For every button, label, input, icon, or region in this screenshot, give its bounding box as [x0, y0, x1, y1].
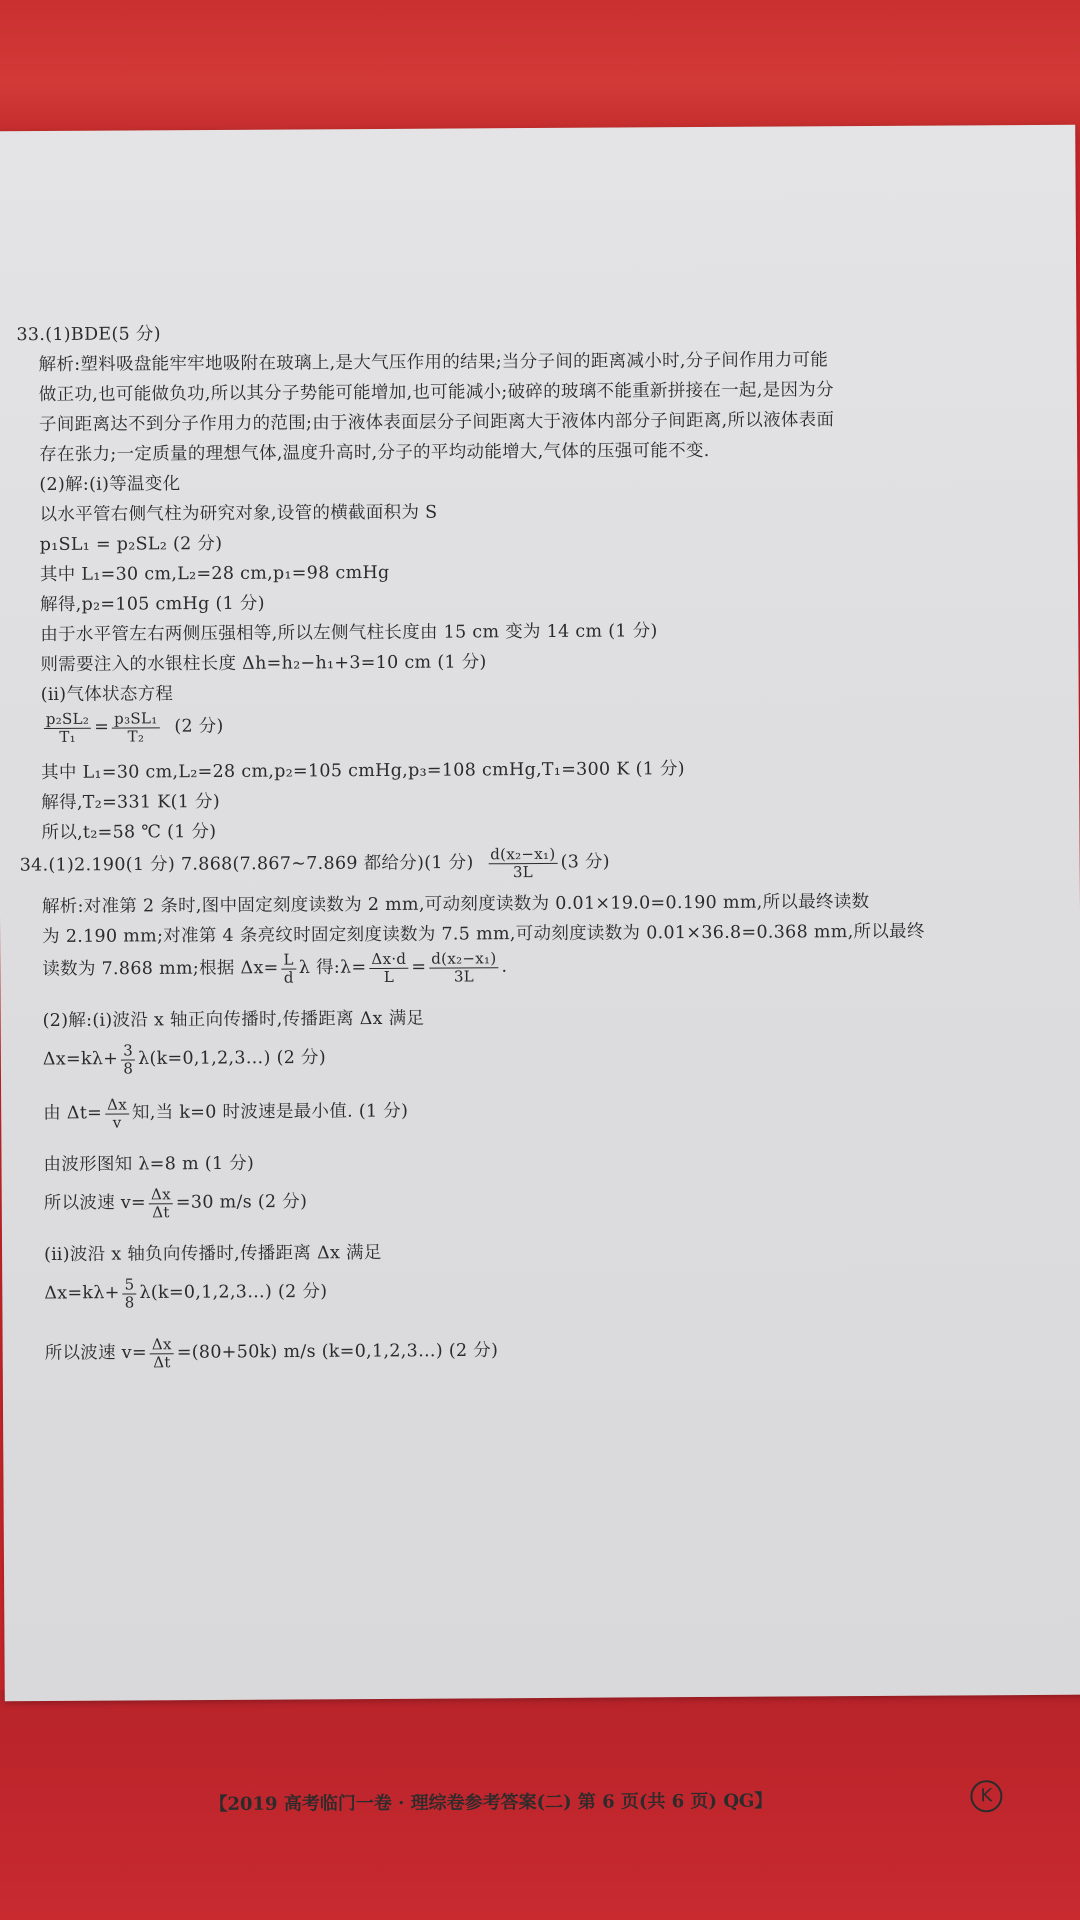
fraction: $\frac{L}{d}$ — [281, 951, 295, 985]
q34-equation: 所以波速 v= $\frac{\Delta x}{\Delta t}$ =30 m/s (2 分) — [43, 1185, 308, 1221]
q33-part2-line: 其中 L₁=30 cm,L₂=28 cm,p₁=98 cmHg — [39, 562, 390, 586]
q34-equation: 所以波速 v= $\frac{\Delta x}{\Delta t}$ =(80+50k) m/s (k=0,1,2,3…) (2 分) — [44, 1335, 499, 1371]
fraction: $\frac{\text{d(x₂−x₁)}}{3L}$ — [429, 950, 498, 984]
circled-k-mark: K — [970, 1780, 1002, 1812]
answer-sheet — [0, 125, 1080, 1816]
q33-part2-line: 以水平管右侧气柱为研究对象,设管的横截面积为 S — [39, 502, 438, 526]
fraction: $\frac{\Delta x}{v}$ — [105, 1097, 129, 1131]
q33-equation: p₁SL₁ = p₂SL₂ (2 分) — [39, 533, 223, 556]
q33-part2-line: 由于水平管左右两侧压强相等,所以左侧气柱长度由 15 cm 变为 14 cm (1 分) — [40, 621, 658, 646]
background-top — [0, 0, 1080, 140]
q33-analysis-line: 子间距离达不到分子作用力的范围;由于液体表面层分子间距离大于液体内部分子间距离,所以液体表面 — [38, 410, 835, 436]
q34-heading: 34.(1)2.190(1 分) 7.868(7.867~7.869 都给分)(1 分) $\frac{\text{d(x₂−x₁)}}{3L}$ (3 分) — [19, 844, 610, 881]
fraction: $\frac{\Delta x}{\Delta t}$ — [149, 1186, 173, 1220]
q33-part2-line: (ⅱ)气体状态方程 — [40, 684, 174, 706]
q34-part2-line: 由波形图知 λ=8 m (1 分) — [43, 1153, 255, 1176]
fraction: $\frac{\text{p₃SL₁}}{\text{T₂}}$ — [112, 710, 160, 744]
q33-part2-line: 其中 L₁=30 cm,L₂=28 cm,p₂=105 cmHg,p₃=108 cmHg,T₁=300 K (1 分) — [41, 759, 685, 784]
fraction: $\frac{\text{d(x₂−x₁)}}{3L}$ — [488, 846, 557, 880]
page-footer: 【2019 高考临门一卷 · 理综卷参考答案(二) 第 6 页(共 6 页) QG】 — [209, 1790, 773, 1816]
q33-part2-line: 解得,p₂=105 cmHg (1 分) — [40, 593, 265, 616]
fraction: $\frac{3}{8}$ — [123, 1041, 134, 1078]
q34-equation: 由 Δt= $\frac{\Delta x}{v}$ 知,当 k=0 时波速是最小值. (1 分) — [43, 1095, 409, 1132]
q34-equation: Δx=kλ+ $\frac{5}{8}$ λ(k=0,1,2,3…) (2 分) — [44, 1275, 328, 1312]
answer-content — [16, 225, 1036, 1371]
q33-analysis-line: 存在张力;一定质量的理想气体,温度升高时,分子的平均动能增大,气体的压强可能不变. — [39, 440, 710, 466]
q33-fraction-equation: $\frac{\text{p₂SL₂}}{\text{T₁}}$ = $\frac{\text{p₃SL₁}}{\text{T₂}}$ (2 分) — [45, 709, 224, 746]
q33-analysis-line: 解析:塑料吸盘能牢牢地吸附在玻璃上,是大气压作用的结果;当分子间的距离减小时,分子间作用力可能 — [38, 350, 829, 376]
q34-analysis-formula-line: 读数为 7.868 mm;根据 Δx= $\frac{L}{d}$ λ 得:λ= $\frac{\Delta x\cdot d}{L}$ = $\frac{\text{d(x₂−x₁)}}{3L}$ . — [42, 949, 508, 987]
q33-analysis-line: 做正功,也可能做负功,所以其分子势能可能增加,也可能减小;破碎的玻璃不能重新拼接在一起,是因为分 — [38, 380, 834, 406]
q33-part2-line: 则需要注入的水银柱长度 Δh=h₂−h₁+3=10 cm (1 分) — [40, 652, 487, 676]
q34-equation: Δx=kλ+ $\frac{3}{8}$ λ(k=0,1,2,3…) (2 分) — [42, 1041, 326, 1078]
q33-part2-line: 解得,T₂=331 K(1 分) — [41, 791, 220, 814]
q33-part2-line: 所以,t₂=58 ℃ (1 分) — [41, 821, 217, 844]
q34-part2-line: (ⅱ)波沿 x 轴负向传播时,传播距离 Δx 满足 — [44, 1242, 382, 1266]
fraction: $\frac{5}{8}$ — [124, 1275, 135, 1312]
fraction: $\frac{\text{p₂SL₂}}{\text{T₁}}$ — [44, 711, 92, 745]
q33-part2-line: (2)解:(ⅰ)等温变化 — [39, 474, 181, 496]
q34-part2-line: (2)解:(ⅰ)波沿 x 轴正向传播时,传播距离 Δx 满足 — [42, 1008, 425, 1032]
fraction: $\frac{\Delta x\cdot d}{L}$ — [369, 951, 408, 985]
q33-heading: 33.(1)BDE(5 分) — [16, 324, 161, 346]
q34-analysis-line: 解析:对准第 2 条时,图中固定刻度读数为 2 mm,可动刻度读数为 0.01×19.0=0.190 mm,所以最终读数 — [41, 891, 870, 918]
fraction: $\frac{\Delta x}{\Delta t}$ — [150, 1336, 174, 1370]
q34-analysis-line: 为 2.190 mm;对准第 4 条亮纹时固定刻度读数为 7.5 mm,可动刻度读数为 0.01×36.8=0.368 mm,所以最终 — [42, 921, 925, 948]
